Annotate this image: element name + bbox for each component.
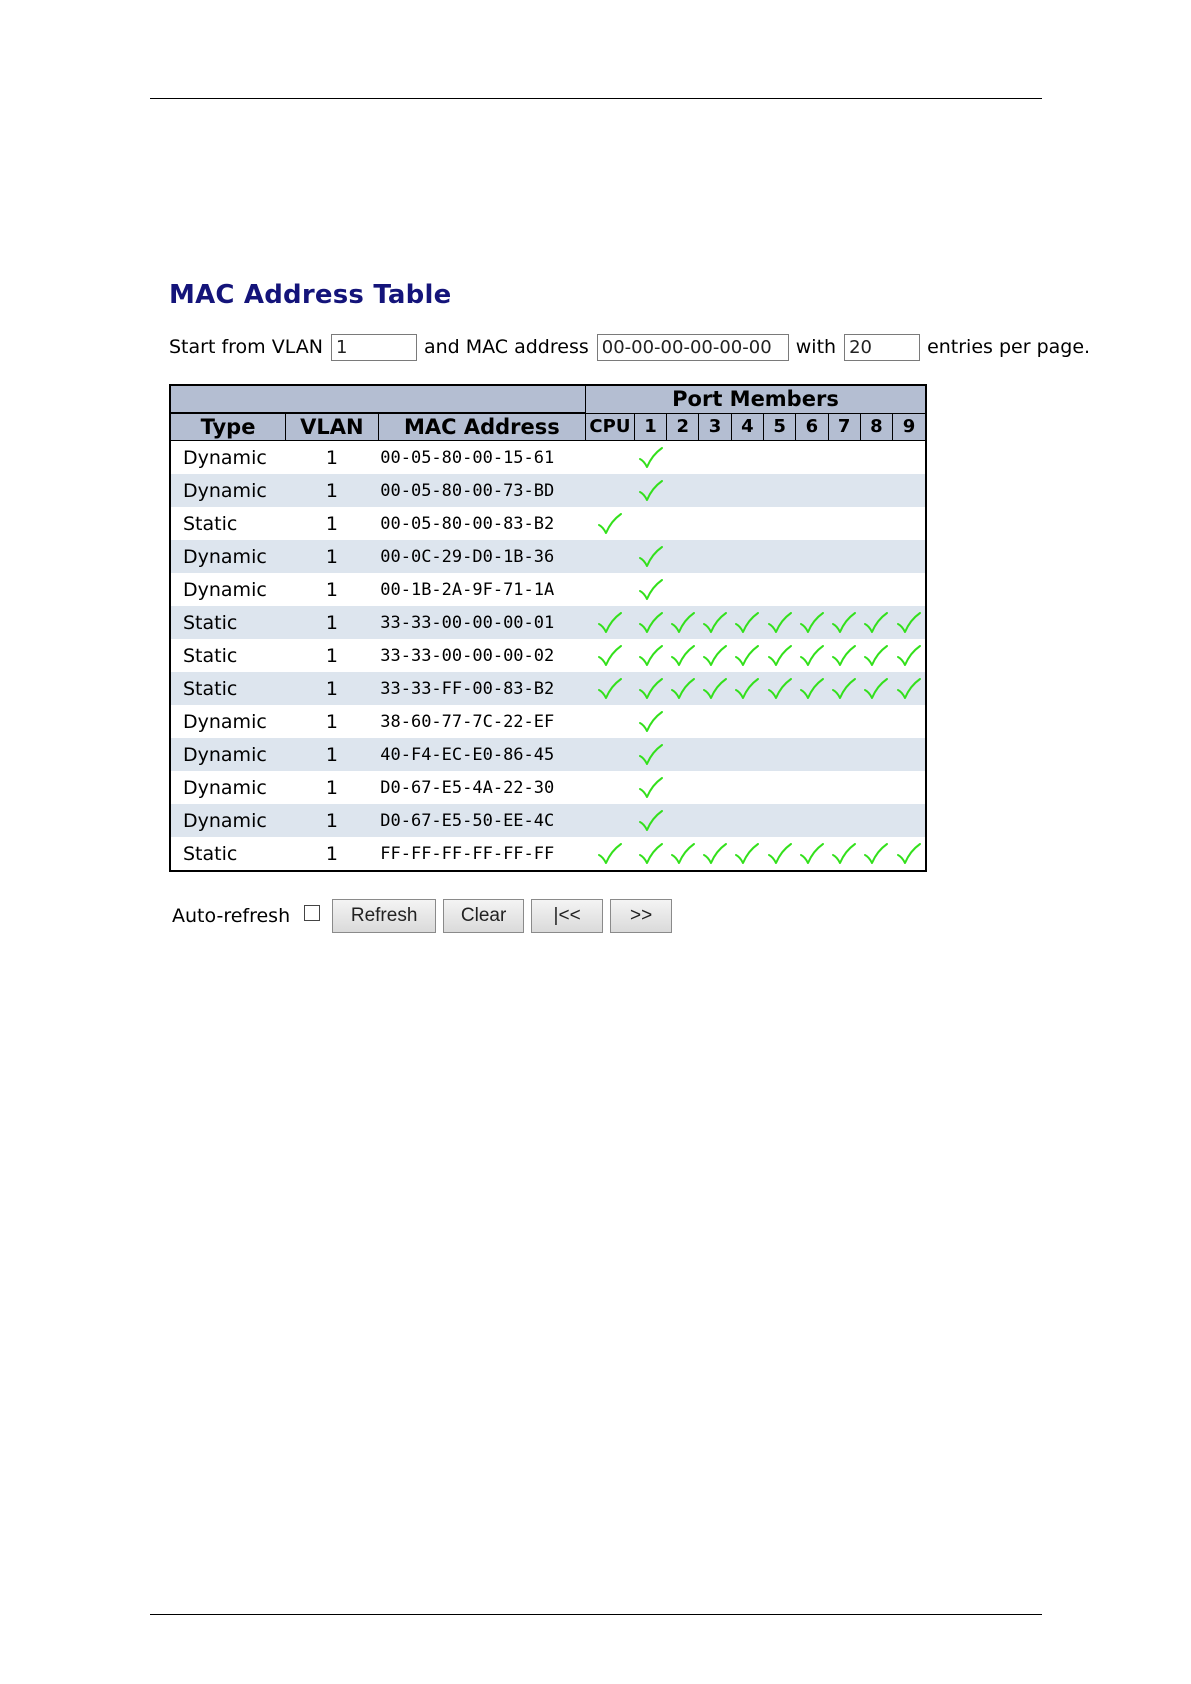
cpu-member-cell: [585, 540, 634, 573]
check-icon: [597, 841, 623, 867]
port-member-cell: [763, 573, 795, 606]
port-member-cell: [893, 573, 926, 606]
port-member-cell: [731, 837, 763, 871]
port-member-cell: [634, 837, 666, 871]
vlan-cell: 1: [286, 804, 379, 837]
check-icon: [799, 676, 825, 702]
check-icon: [638, 742, 664, 768]
port-members-header: Port Members: [585, 385, 926, 413]
clear-button[interactable]: Clear: [443, 899, 524, 933]
type-cell: Dynamic: [170, 705, 286, 738]
port-member-cell: [796, 771, 828, 804]
paging-controls: [169, 332, 1090, 362]
entries-per-page-label: entries per page.: [927, 336, 1091, 358]
port-member-cell: [828, 771, 860, 804]
check-icon: [767, 841, 793, 867]
table-row: [170, 507, 926, 540]
port-member-cell: [796, 540, 828, 573]
check-icon: [638, 445, 664, 471]
port-column-header: 8: [860, 413, 892, 441]
header-blank-cell: [170, 385, 585, 413]
mac-address-cell: 38-60-77-7C-22-EF: [378, 705, 585, 738]
cpu-member-cell: [585, 573, 634, 606]
check-icon: [638, 676, 664, 702]
port-member-cell: [731, 573, 763, 606]
vlan-cell: 1: [286, 441, 379, 475]
port-member-cell: [634, 639, 666, 672]
footer-rule: [150, 1614, 1042, 1615]
port-member-cell: [634, 705, 666, 738]
port-member-cell: [763, 672, 795, 705]
port-member-cell: [828, 738, 860, 771]
check-icon: [734, 610, 760, 636]
port-member-cell: [667, 606, 699, 639]
check-icon: [702, 841, 728, 867]
port-member-cell: [667, 474, 699, 507]
vlan-cell: 1: [286, 771, 379, 804]
table-row: [170, 540, 926, 573]
check-icon: [702, 610, 728, 636]
mac-address-cell: 00-05-80-00-73-BD: [378, 474, 585, 507]
cpu-member-cell: [585, 672, 634, 705]
cpu-member-cell: [585, 705, 634, 738]
check-icon: [863, 643, 889, 669]
port-member-cell: [667, 738, 699, 771]
port-member-cell: [731, 672, 763, 705]
refresh-button[interactable]: Refresh: [332, 899, 436, 933]
port-member-cell: [860, 738, 892, 771]
check-icon: [638, 841, 664, 867]
port-member-cell: [828, 573, 860, 606]
port-member-cell: [634, 474, 666, 507]
check-icon: [670, 610, 696, 636]
port-member-cell: [763, 441, 795, 475]
port-member-cell: [699, 639, 731, 672]
port-member-cell: [731, 771, 763, 804]
check-icon: [670, 676, 696, 702]
port-member-cell: [731, 540, 763, 573]
port-member-cell: [634, 540, 666, 573]
vlan-column-header: VLAN: [286, 413, 379, 441]
table-row: [170, 705, 926, 738]
check-icon: [863, 610, 889, 636]
mac-address-cell: 00-1B-2A-9F-71-1A: [378, 573, 585, 606]
type-cell: Static: [170, 606, 286, 639]
port-member-cell: [828, 672, 860, 705]
check-icon: [638, 775, 664, 801]
entries-with-label: with: [795, 336, 837, 358]
port-column-header: 4: [731, 413, 763, 441]
port-member-cell: [667, 441, 699, 475]
port-member-cell: [731, 606, 763, 639]
type-cell: Static: [170, 672, 286, 705]
vlan-cell: 1: [286, 606, 379, 639]
check-icon: [734, 643, 760, 669]
check-icon: [799, 610, 825, 636]
type-cell: Dynamic: [170, 573, 286, 606]
vlan-cell: 1: [286, 705, 379, 738]
port-member-cell: [893, 606, 926, 639]
port-member-cell: [667, 771, 699, 804]
port-member-cell: [796, 804, 828, 837]
port-member-cell: [860, 705, 892, 738]
port-member-cell: [763, 639, 795, 672]
port-column-header: 5: [763, 413, 795, 441]
port-member-cell: [893, 474, 926, 507]
table-row: [170, 738, 926, 771]
mac-address-table: [169, 384, 927, 872]
port-member-cell: [634, 606, 666, 639]
port-member-cell: [699, 705, 731, 738]
mac-address-cell: 00-05-80-00-15-61: [378, 441, 585, 475]
table-row: [170, 606, 926, 639]
footer-controls: [172, 898, 679, 934]
mac-address-cell: 33-33-00-00-00-01: [378, 606, 585, 639]
check-icon: [597, 610, 623, 636]
port-member-cell: [667, 573, 699, 606]
port-member-cell: [763, 474, 795, 507]
port-member-cell: [796, 507, 828, 540]
type-cell: Dynamic: [170, 441, 286, 475]
port-member-cell: [634, 738, 666, 771]
cpu-member-cell: [585, 441, 634, 475]
port-member-cell: [731, 738, 763, 771]
port-member-cell: [763, 804, 795, 837]
port-member-cell: [860, 837, 892, 871]
cpu-member-cell: [585, 738, 634, 771]
port-member-cell: [860, 639, 892, 672]
port-member-cell: [796, 837, 828, 871]
table-row: [170, 771, 926, 804]
port-member-cell: [763, 540, 795, 573]
auto-refresh-label: Auto-refresh: [172, 905, 291, 927]
port-member-cell: [893, 738, 926, 771]
port-member-cell: [731, 639, 763, 672]
check-icon: [597, 643, 623, 669]
port-column-header: 9: [893, 413, 926, 441]
port-member-cell: [667, 672, 699, 705]
check-icon: [670, 841, 696, 867]
cpu-member-cell: [585, 507, 634, 540]
cpu-member-cell: [585, 474, 634, 507]
check-icon: [863, 841, 889, 867]
port-member-cell: [893, 837, 926, 871]
check-icon: [896, 643, 922, 669]
check-icon: [638, 643, 664, 669]
check-icon: [638, 709, 664, 735]
port-member-cell: [796, 474, 828, 507]
first-page-button[interactable]: |<<: [531, 899, 603, 933]
port-member-cell: [893, 705, 926, 738]
port-member-cell: [828, 441, 860, 475]
port-member-cell: [699, 540, 731, 573]
port-member-cell: [763, 771, 795, 804]
check-icon: [638, 577, 664, 603]
vlan-cell: 1: [286, 540, 379, 573]
page-title: MAC Address Table: [169, 280, 452, 310]
table-row: [170, 474, 926, 507]
port-member-cell: [634, 507, 666, 540]
port-member-cell: [699, 837, 731, 871]
port-member-cell: [731, 441, 763, 475]
port-member-cell: [796, 639, 828, 672]
port-member-cell: [667, 540, 699, 573]
type-cell: Dynamic: [170, 474, 286, 507]
check-icon: [767, 610, 793, 636]
check-icon: [734, 841, 760, 867]
port-member-cell: [860, 540, 892, 573]
check-icon: [799, 841, 825, 867]
port-member-cell: [860, 474, 892, 507]
check-icon: [638, 544, 664, 570]
check-icon: [896, 610, 922, 636]
port-member-cell: [828, 606, 860, 639]
table-row: [170, 573, 926, 606]
check-icon: [831, 841, 857, 867]
next-page-button[interactable]: >>: [610, 899, 672, 933]
port-member-cell: [634, 804, 666, 837]
port-member-cell: [796, 606, 828, 639]
type-cell: Static: [170, 507, 286, 540]
cpu-member-cell: [585, 771, 634, 804]
header-rule: [150, 98, 1042, 99]
port-member-cell: [634, 573, 666, 606]
mac-address-cell: 00-0C-29-D0-1B-36: [378, 540, 585, 573]
check-icon: [863, 676, 889, 702]
check-icon: [597, 676, 623, 702]
port-member-cell: [796, 705, 828, 738]
mac-address-cell: FF-FF-FF-FF-FF-FF: [378, 837, 585, 871]
port-member-cell: [860, 672, 892, 705]
port-member-cell: [731, 474, 763, 507]
table-row: [170, 639, 926, 672]
table-row: [170, 837, 926, 871]
type-column-header: Type: [170, 413, 286, 441]
check-icon: [767, 676, 793, 702]
port-member-cell: [893, 441, 926, 475]
check-icon: [831, 643, 857, 669]
check-icon: [767, 643, 793, 669]
check-icon: [799, 643, 825, 669]
cpu-member-cell: [585, 804, 634, 837]
vlan-cell: 1: [286, 507, 379, 540]
port-member-cell: [828, 474, 860, 507]
port-member-cell: [828, 639, 860, 672]
table-row: [170, 441, 926, 475]
port-column-header: 3: [699, 413, 731, 441]
vlan-cell: 1: [286, 639, 379, 672]
port-member-cell: [731, 804, 763, 837]
port-member-cell: [828, 837, 860, 871]
check-icon: [734, 676, 760, 702]
cpu-column-header: CPU: [585, 413, 634, 441]
port-member-cell: [828, 507, 860, 540]
port-member-cell: [667, 507, 699, 540]
mac-address-cell: D0-67-E5-50-EE-4C: [378, 804, 585, 837]
type-cell: Static: [170, 837, 286, 871]
port-member-cell: [796, 738, 828, 771]
port-member-cell: [763, 705, 795, 738]
port-member-cell: [860, 804, 892, 837]
type-cell: Dynamic: [170, 804, 286, 837]
vlan-cell: 1: [286, 474, 379, 507]
port-member-cell: [634, 771, 666, 804]
port-member-cell: [860, 606, 892, 639]
type-cell: Static: [170, 639, 286, 672]
port-member-cell: [634, 672, 666, 705]
type-cell: Dynamic: [170, 738, 286, 771]
port-column-header: 2: [667, 413, 699, 441]
port-member-cell: [699, 771, 731, 804]
cpu-member-cell: [585, 606, 634, 639]
port-member-cell: [763, 837, 795, 871]
mac-address-cell: 00-05-80-00-83-B2: [378, 507, 585, 540]
check-icon: [831, 676, 857, 702]
port-member-cell: [828, 804, 860, 837]
table-row: [170, 672, 926, 705]
port-member-cell: [860, 771, 892, 804]
check-icon: [638, 478, 664, 504]
check-icon: [597, 511, 623, 537]
port-column-header: 7: [828, 413, 860, 441]
entries-per-page-input[interactable]: [844, 334, 920, 361]
port-member-cell: [828, 705, 860, 738]
table-row: [170, 804, 926, 837]
port-member-cell: [763, 507, 795, 540]
port-member-cell: [699, 804, 731, 837]
check-icon: [831, 610, 857, 636]
check-icon: [638, 610, 664, 636]
port-member-cell: [699, 441, 731, 475]
type-cell: Dynamic: [170, 540, 286, 573]
port-member-cell: [667, 837, 699, 871]
check-icon: [670, 643, 696, 669]
port-member-cell: [860, 441, 892, 475]
port-member-cell: [893, 639, 926, 672]
port-member-cell: [828, 540, 860, 573]
port-member-cell: [699, 738, 731, 771]
start-mac-input[interactable]: [597, 334, 789, 361]
column-header-row: [170, 413, 926, 441]
mac-address-cell: 33-33-00-00-00-02: [378, 639, 585, 672]
port-member-cell: [731, 705, 763, 738]
auto-refresh-checkbox[interactable]: [304, 905, 320, 921]
check-icon: [638, 808, 664, 834]
port-member-cell: [699, 474, 731, 507]
check-icon: [702, 643, 728, 669]
port-member-cell: [893, 672, 926, 705]
port-member-cell: [731, 507, 763, 540]
mac-address-cell: 40-F4-EC-E0-86-45: [378, 738, 585, 771]
port-member-cell: [667, 705, 699, 738]
check-icon: [702, 676, 728, 702]
port-member-cell: [796, 573, 828, 606]
port-member-cell: [667, 804, 699, 837]
mac-address-cell: D0-67-E5-4A-22-30: [378, 771, 585, 804]
type-cell: Dynamic: [170, 771, 286, 804]
port-member-cell: [860, 573, 892, 606]
port-member-cell: [893, 507, 926, 540]
port-member-cell: [893, 540, 926, 573]
port-member-cell: [796, 672, 828, 705]
cpu-member-cell: [585, 639, 634, 672]
vlan-cell: 1: [286, 672, 379, 705]
port-member-cell: [699, 606, 731, 639]
port-member-cell: [796, 441, 828, 475]
port-member-cell: [763, 606, 795, 639]
mac-column-header: MAC Address: [378, 413, 585, 441]
port-member-cell: [634, 441, 666, 475]
port-member-cell: [893, 804, 926, 837]
start-mac-label: and MAC address: [423, 336, 589, 358]
vlan-cell: 1: [286, 573, 379, 606]
port-member-cell: [860, 507, 892, 540]
vlan-cell: 1: [286, 837, 379, 871]
port-member-cell: [763, 738, 795, 771]
port-column-header: 1: [634, 413, 666, 441]
port-member-cell: [699, 507, 731, 540]
check-icon: [896, 676, 922, 702]
table-body: [170, 441, 926, 872]
start-vlan-label: Start from VLAN: [169, 336, 323, 358]
cpu-member-cell: [585, 837, 634, 871]
start-vlan-input[interactable]: [331, 334, 417, 361]
check-icon: [896, 841, 922, 867]
mac-address-cell: 33-33-FF-00-83-B2: [378, 672, 585, 705]
vlan-cell: 1: [286, 738, 379, 771]
port-column-header: 6: [796, 413, 828, 441]
port-member-cell: [699, 672, 731, 705]
port-member-cell: [893, 771, 926, 804]
port-member-cell: [699, 573, 731, 606]
port-member-cell: [667, 639, 699, 672]
